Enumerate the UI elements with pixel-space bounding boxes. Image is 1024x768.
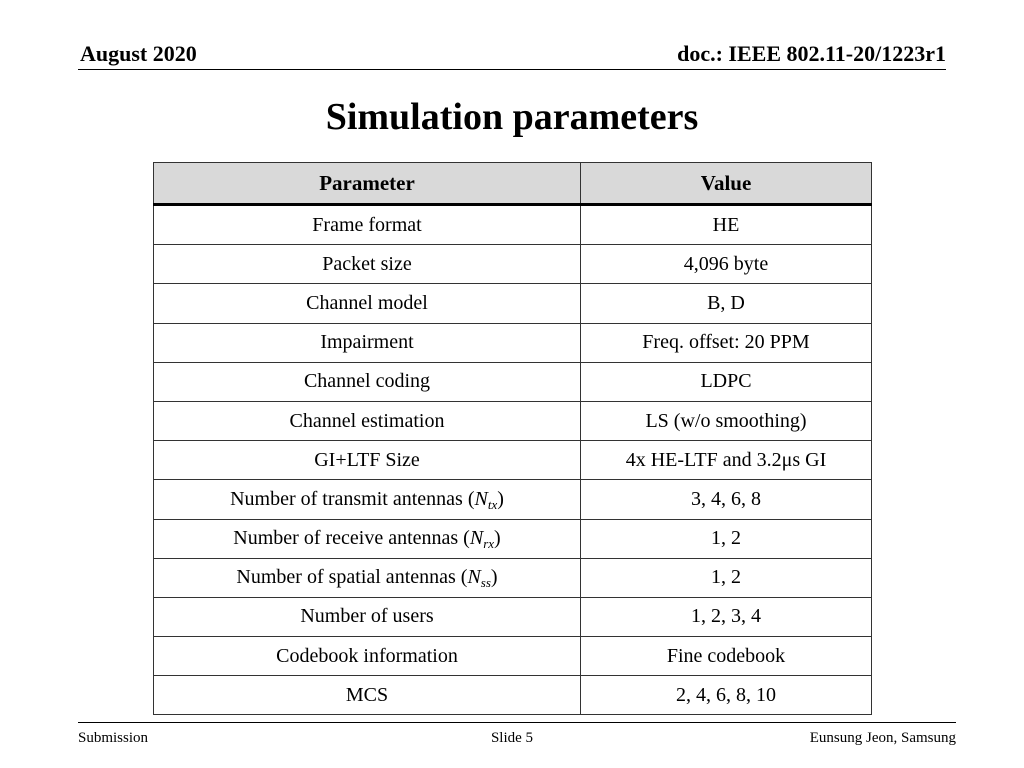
parameters-table [153, 162, 872, 715]
value-cell: 1, 2 [581, 519, 872, 558]
parameter-subscript: tx [487, 496, 498, 512]
table-row [154, 362, 872, 401]
parameter-cell: Channel coding [154, 362, 581, 401]
table-row [154, 519, 872, 558]
table-row [154, 480, 872, 519]
parameter-label: Number of transmit antennas ( [230, 487, 475, 510]
parameter-cell: Channel model [154, 284, 581, 323]
footer-divider [78, 722, 956, 723]
table-row [154, 558, 872, 597]
footer-submission: Submission [78, 730, 149, 746]
footer-slide-number: Slide 5 [490, 730, 534, 746]
table-row [154, 401, 872, 440]
table-header-row [154, 163, 872, 205]
parameter-subscript: rx [483, 536, 495, 552]
value-cell: B, D [581, 284, 872, 323]
parameter-cell: Frame format [154, 205, 581, 245]
parameter-cell [154, 558, 581, 597]
header-doc-id: doc.: IEEE 802.11-20/1223r1 [677, 41, 946, 66]
table-row [154, 637, 872, 676]
value-cell: Freq. offset: 20 PPM [581, 323, 872, 362]
header-date: August 2020 [80, 41, 197, 66]
parameter-subscript: ss [480, 575, 491, 591]
parameter-cell: MCS [154, 676, 581, 715]
value-cell: 4,096 byte [581, 245, 872, 284]
parameter-cell: Number of users [154, 597, 581, 636]
value-cell: 1, 2 [581, 558, 872, 597]
parameter-cell: Impairment [154, 323, 581, 362]
table-row [154, 441, 872, 480]
table-row [154, 245, 872, 284]
table-row [154, 284, 872, 323]
parameter-cell: Codebook information [154, 637, 581, 676]
parameter-symbol: N [467, 566, 481, 589]
value-cell: 3, 4, 6, 8 [581, 480, 872, 519]
value-cell: Fine codebook [581, 637, 872, 676]
table-row [154, 323, 872, 362]
parameter-cell: Packet size [154, 245, 581, 284]
table-row [154, 676, 872, 715]
parameter-suffix: ) [497, 487, 504, 510]
value-cell: HE [581, 205, 872, 245]
table-row [154, 205, 872, 245]
parameter-symbol: N [469, 527, 484, 550]
parameter-cell: GI+LTF Size [154, 441, 581, 480]
header-divider [78, 69, 946, 70]
column-header-parameter: Parameter [154, 163, 581, 205]
parameter-cell: Channel estimation [154, 401, 581, 440]
parameter-suffix: ) [494, 527, 501, 550]
footer-author: Eunsung Jeon, Samsung [809, 730, 956, 746]
parameter-cell [154, 480, 581, 519]
value-cell: LS (w/o smoothing) [581, 401, 872, 440]
slide-title: Simulation parameters [325, 96, 699, 138]
parameter-symbol: N [474, 487, 488, 510]
value-cell: 2, 4, 6, 8, 10 [581, 676, 872, 715]
value-cell: LDPC [581, 362, 872, 401]
table-row [154, 597, 872, 636]
column-header-value: Value [581, 163, 872, 205]
parameter-cell [154, 519, 581, 558]
parameter-label: Number of spatial antennas ( [236, 566, 468, 589]
parameter-label: Number of receive antennas ( [233, 527, 470, 550]
value-cell: 1, 2, 3, 4 [581, 597, 872, 636]
value-cell: 4x HE-LTF and 3.2μs GI [581, 441, 872, 480]
parameter-suffix: ) [490, 566, 498, 589]
